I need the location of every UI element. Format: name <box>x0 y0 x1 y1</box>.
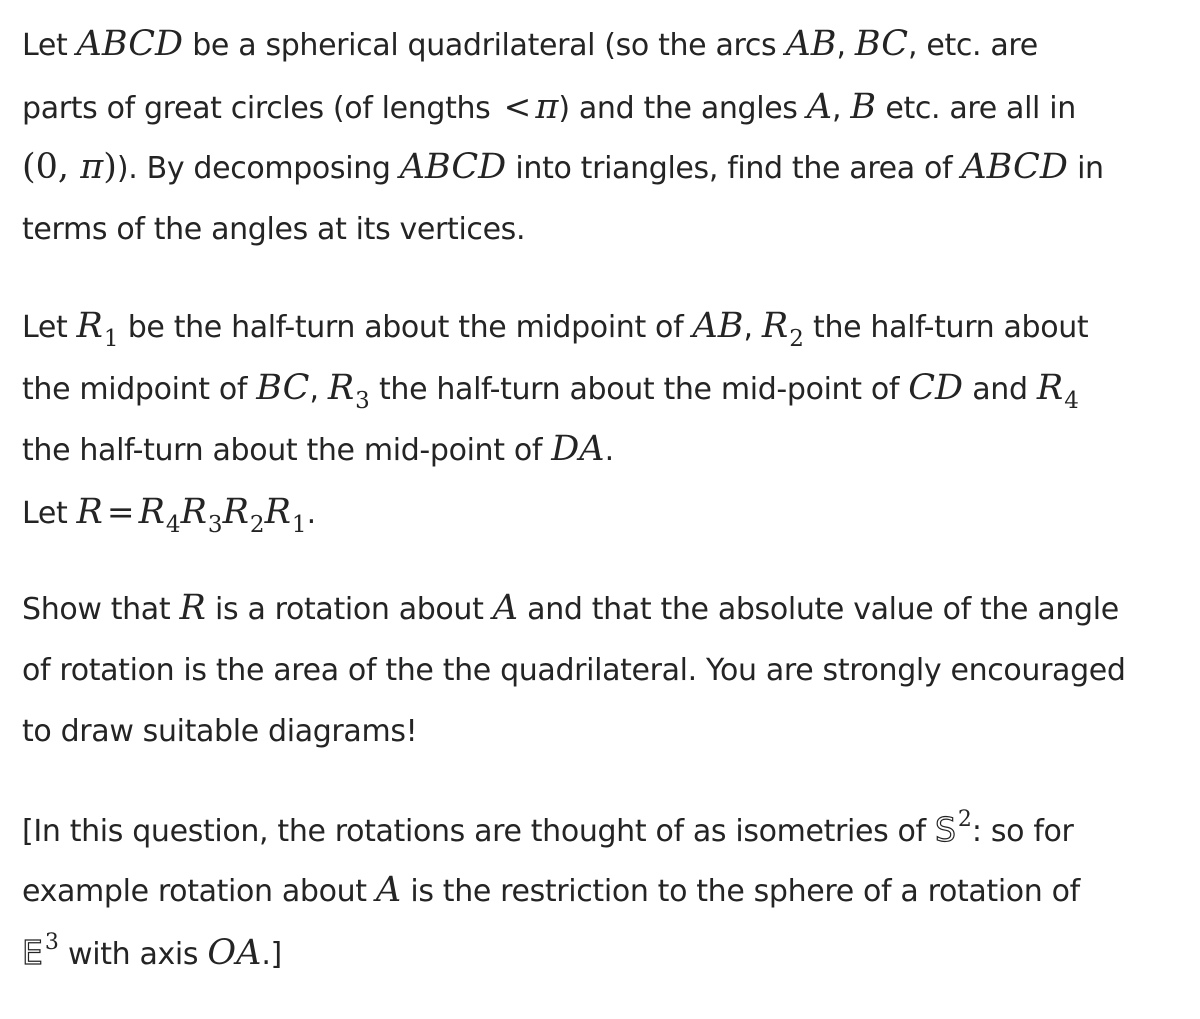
math-pi: π <box>535 86 559 127</box>
text: to draw suitable diagrams! <box>22 714 418 749</box>
text: [In this question, the rotations are thought of as isometries of <box>22 813 935 849</box>
math-r: R <box>179 588 206 628</box>
text: . <box>306 495 316 531</box>
text: example rotation about <box>22 874 376 909</box>
line <box>22 640 1182 702</box>
math-arc-bc: BC <box>256 367 310 408</box>
math-quad: ABCD <box>399 147 507 187</box>
math-euclidean-symbol: E <box>22 932 43 972</box>
text: . <box>604 433 614 468</box>
line <box>22 578 1182 640</box>
paragraph-half-turns <box>22 296 1182 542</box>
math-less-than: < <box>503 86 532 126</box>
line <box>22 860 1182 922</box>
math-equals: = <box>106 491 135 531</box>
line <box>22 419 1182 481</box>
text: , <box>832 90 851 126</box>
text: , <box>309 371 328 407</box>
math-interval-close: ) <box>103 147 117 187</box>
math-r: R <box>76 491 103 532</box>
text: : so for <box>971 813 1074 849</box>
text: the half-turn about the mid-point of <box>22 433 552 468</box>
text: Let <box>22 495 77 531</box>
line <box>22 701 1182 763</box>
text: is a rotation about <box>205 592 493 627</box>
line <box>22 358 1182 420</box>
math-sphere-symbol: S <box>934 809 956 849</box>
math-r: R <box>761 306 789 346</box>
math-r: R <box>222 491 249 532</box>
math-subscript: 1 <box>103 326 119 352</box>
paragraph-note <box>22 799 1182 984</box>
text: etc. are all in <box>876 90 1076 126</box>
math-r: R <box>327 367 355 408</box>
line <box>22 799 1182 861</box>
math-arc-ab: AB <box>785 24 837 64</box>
text: and that the absolute value of the angle <box>517 592 1119 627</box>
math-interval-open: (0, <box>22 147 81 187</box>
math-arc-cd: CD <box>908 367 964 408</box>
math-angle-a: A <box>806 86 833 127</box>
math-r: R <box>76 306 103 346</box>
math-angle-b: B <box>850 86 877 127</box>
math-arc-bc: BC <box>854 24 908 64</box>
text: Let <box>22 28 77 63</box>
text: Show that <box>22 592 180 627</box>
math-quad: ABCD <box>76 24 184 64</box>
text: be the half-turn about the midpoint of <box>118 310 693 345</box>
text: Let <box>22 310 77 345</box>
math-superscript: 3 <box>44 929 59 955</box>
text: be a spherical quadrilateral (so the arcs <box>183 28 786 63</box>
text: of rotation is the area of the the quadrilateral. You are strongly encouraged <box>22 652 1126 688</box>
text: and <box>963 371 1037 407</box>
paragraph-quadrilateral-area <box>22 14 1182 260</box>
math-subscript: 2 <box>249 511 265 538</box>
text: terms of the angles at its vertices. <box>22 211 526 247</box>
text: , <box>743 310 762 345</box>
math-subscript: 2 <box>789 326 804 352</box>
text: .] <box>261 936 282 972</box>
text: the half-turn about the mid-point of <box>369 371 909 407</box>
math-pi: π <box>80 147 104 187</box>
math-r: R <box>138 491 165 532</box>
math-point-a: A <box>375 870 402 910</box>
text: is the restriction to the sphere of a rotation of <box>401 874 1080 909</box>
text: into triangles, find the area of <box>506 151 962 186</box>
math-point-a: A <box>492 588 518 628</box>
math-quad: ABCD <box>961 147 1068 187</box>
line <box>22 922 1182 984</box>
math-r: R <box>1036 367 1064 408</box>
math-subscript: 4 <box>165 511 181 538</box>
math-arc-da: DA <box>551 429 605 469</box>
text: , etc. are <box>907 28 1038 63</box>
line <box>22 296 1182 358</box>
text: the midpoint of <box>22 371 257 407</box>
line <box>22 76 1182 138</box>
line <box>22 199 1182 261</box>
line <box>22 481 1182 543</box>
math-arc-ab: AB <box>692 306 744 346</box>
text: ) and the angles <box>558 90 807 126</box>
line <box>22 14 1182 76</box>
text: ). By decomposing <box>116 151 400 186</box>
math-subscript: 3 <box>207 511 223 538</box>
math-subscript: 4 <box>1064 387 1079 414</box>
paragraph-rotation <box>22 578 1182 763</box>
text: in <box>1067 151 1104 186</box>
line <box>22 137 1182 199</box>
math-subscript: 1 <box>291 511 307 538</box>
math-axis-oa: OA <box>207 932 262 973</box>
text: with axis <box>58 936 208 972</box>
text: , <box>836 28 855 63</box>
math-r: R <box>180 491 207 532</box>
text: parts of great circles (of lengths <box>22 90 500 126</box>
problem-document <box>22 14 1182 1019</box>
text: the half-turn about <box>803 310 1089 345</box>
math-r: R <box>264 491 291 532</box>
math-superscript: 2 <box>957 806 972 832</box>
math-subscript: 3 <box>355 387 370 414</box>
